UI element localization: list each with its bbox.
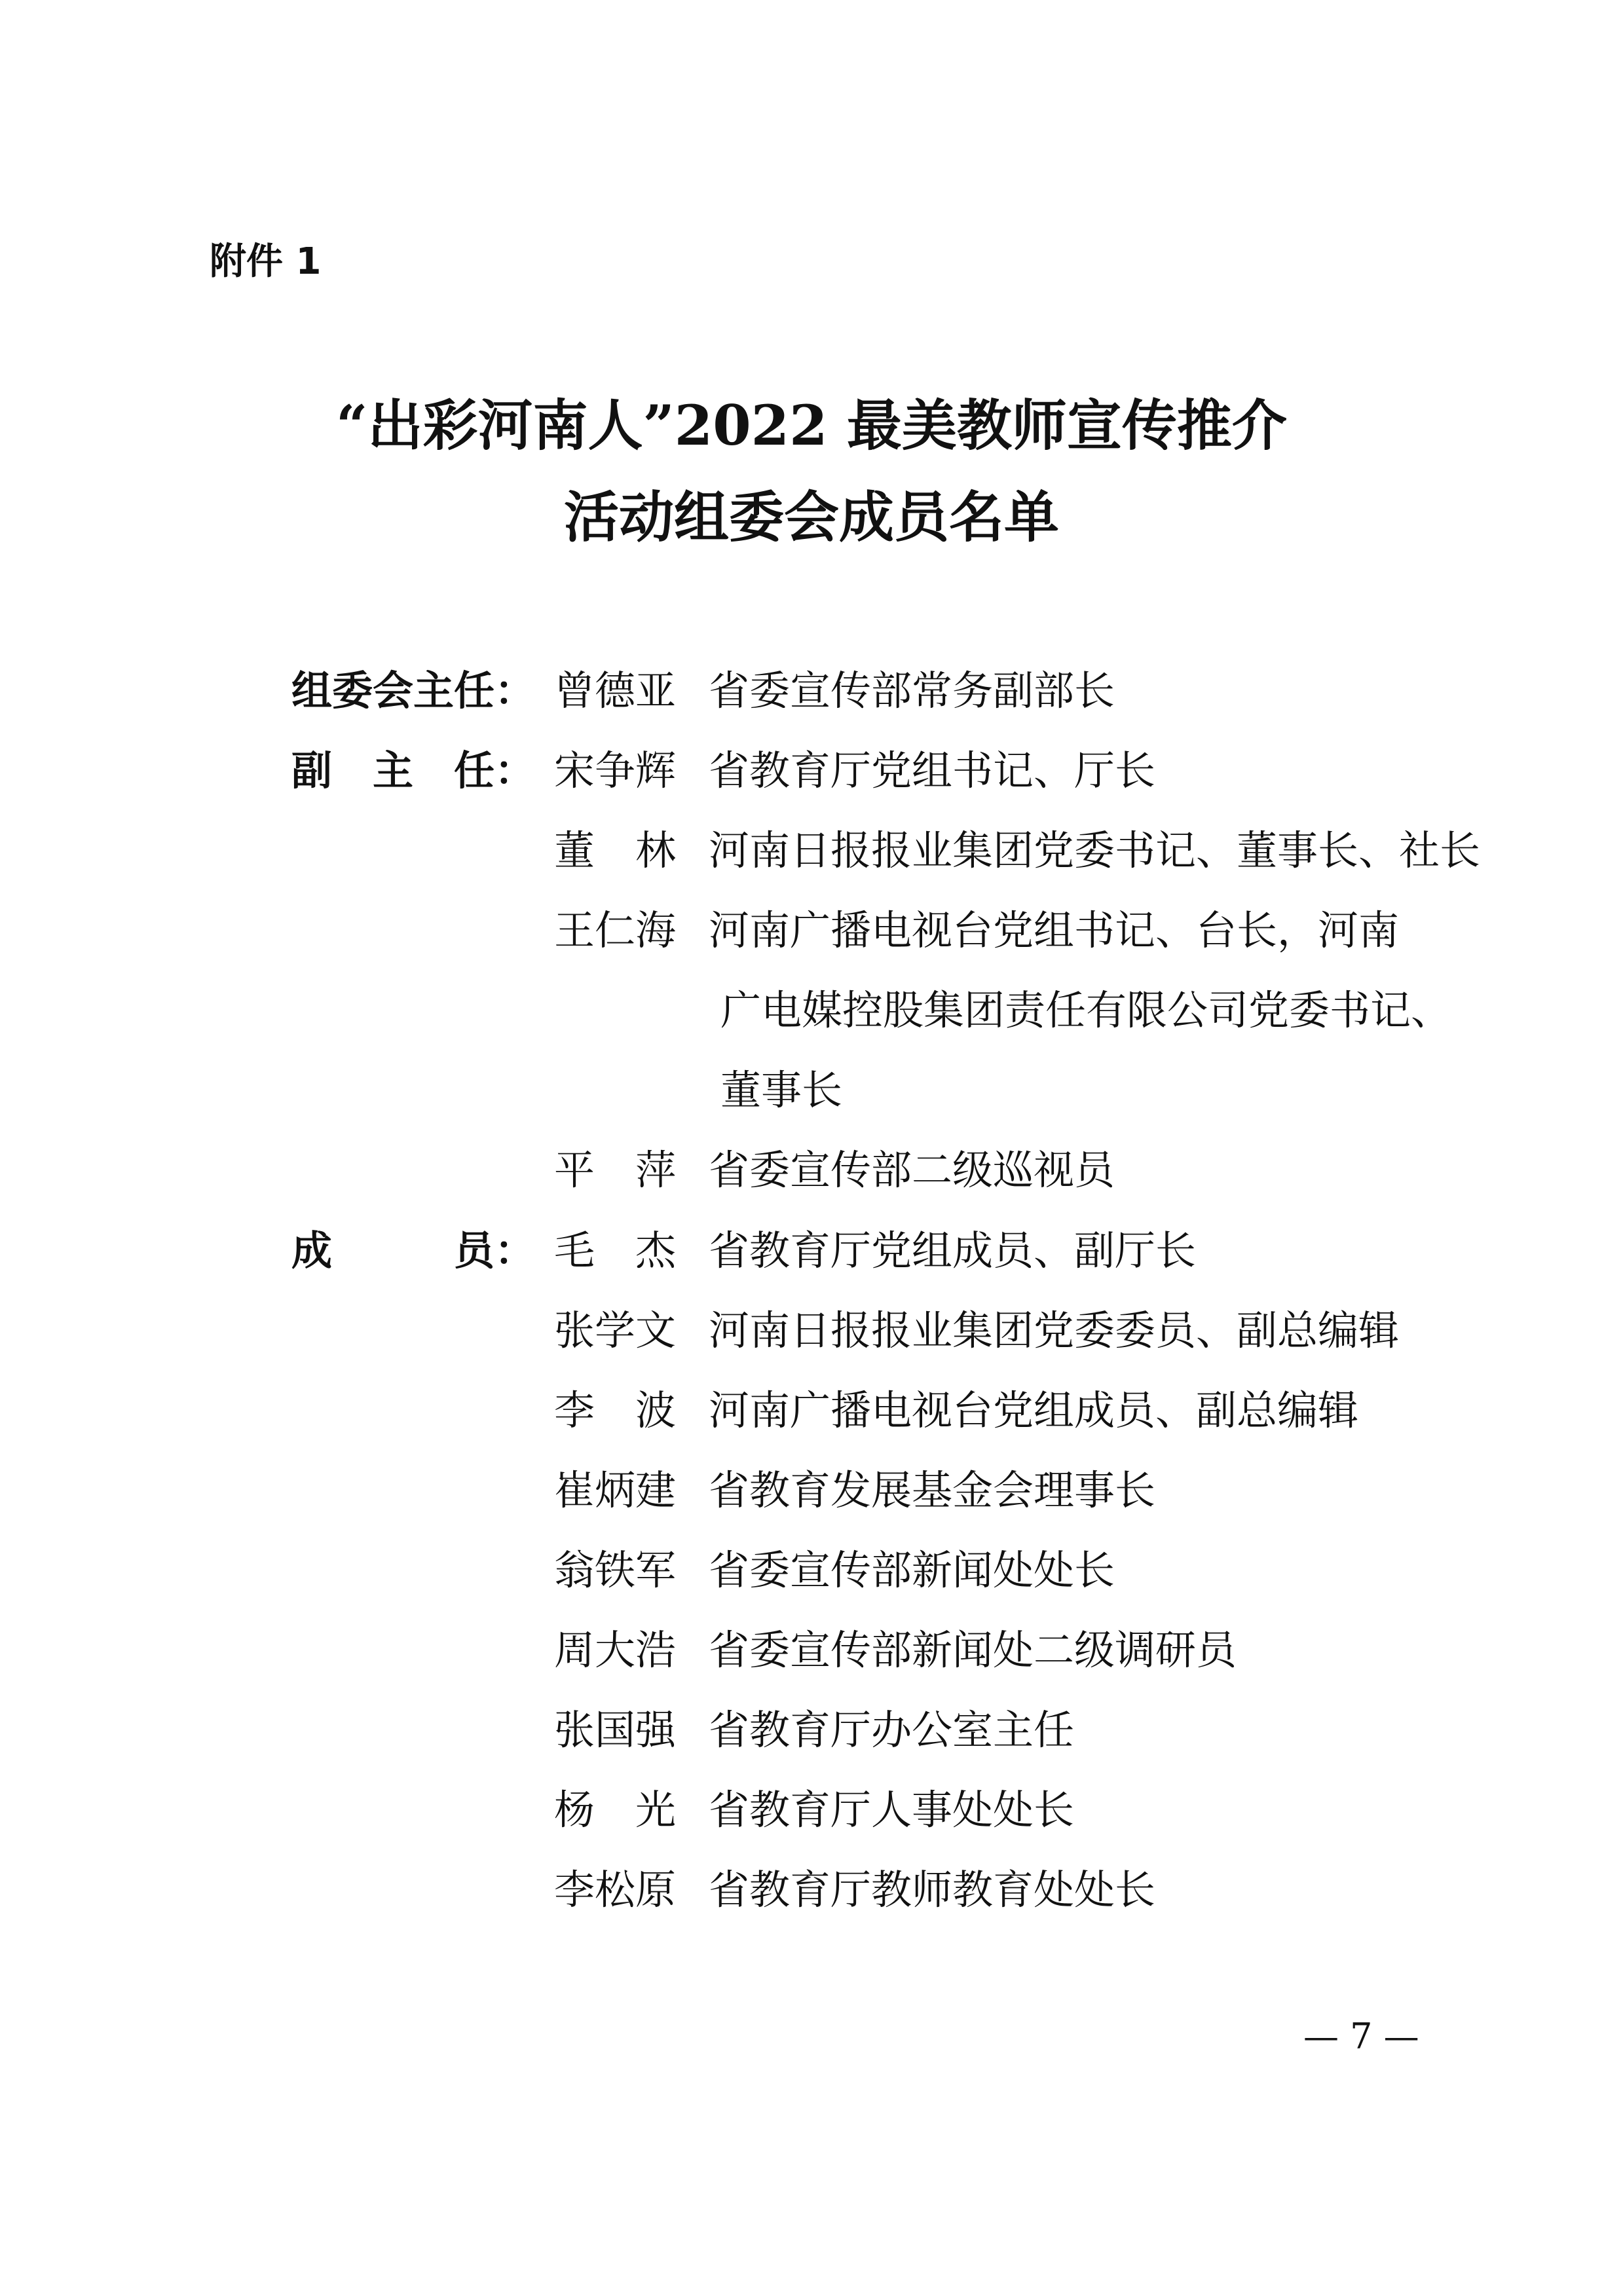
- title-line-1: “出彩河南人”2022 最美教师宣传推介: [336, 393, 1287, 458]
- role-chair: 组委会主任：: [291, 667, 536, 714]
- person-post: 省教育厅党组书记、厅长: [709, 747, 1156, 794]
- attachment-label: 附件 1: [210, 240, 322, 283]
- person-name: 曾德亚: [554, 667, 677, 714]
- person-post: 河南广播电视台党组书记、台长，河南: [709, 906, 1400, 954]
- person-name: 李松原: [554, 1866, 677, 1914]
- person-post-continuation: 广电媒控股集团责任有限公司党委书记、: [720, 986, 1452, 1034]
- person-name: 张国强: [554, 1706, 677, 1754]
- person-name: 董 林: [554, 826, 677, 874]
- person-name: 王仁海: [554, 906, 677, 954]
- person-post: 省委宣传部常务副部长: [709, 667, 1115, 714]
- person-post: 河南日报报业集团党委书记、董事长、社长: [709, 826, 1481, 874]
- person-post-continuation: 董事长: [720, 1066, 843, 1114]
- person-post: 省委宣传部二级巡视员: [709, 1146, 1115, 1194]
- person-name: 周大浩: [554, 1626, 677, 1674]
- person-post: 河南日报报业集团党委委员、副总编辑: [709, 1306, 1400, 1354]
- person-post: 省教育发展基金会理事长: [709, 1466, 1156, 1514]
- person-name: 杨 光: [554, 1786, 677, 1834]
- person-post: 省教育厅办公室主任: [709, 1706, 1075, 1754]
- title-line-2: 活动组委会成员名单: [563, 485, 1059, 549]
- role-member: 成 员：: [291, 1227, 536, 1274]
- person-name: 宋争辉: [554, 747, 677, 794]
- person-name: 张学文: [554, 1306, 677, 1354]
- person-post: 省教育厅党组成员、副厅长: [709, 1227, 1197, 1274]
- person-name: 李 波: [554, 1386, 677, 1434]
- person-post: 省教育厅教师教育处处长: [709, 1866, 1156, 1914]
- person-name: 崔炳建: [554, 1466, 677, 1514]
- role-vice-chair: 副 主 任：: [291, 747, 536, 794]
- person-post: 省委宣传部新闻处处长: [709, 1546, 1115, 1594]
- person-post: 省教育厅人事处处长: [709, 1786, 1075, 1834]
- person-name: 翁铁军: [554, 1546, 677, 1594]
- person-name: 平 萍: [554, 1146, 677, 1194]
- person-post: 河南广播电视台党组成员、副总编辑: [709, 1386, 1359, 1434]
- person-name: 毛 杰: [554, 1227, 677, 1274]
- page-number: — 7 —: [1303, 2016, 1419, 2057]
- person-post: 省委宣传部新闻处二级调研员: [709, 1626, 1237, 1674]
